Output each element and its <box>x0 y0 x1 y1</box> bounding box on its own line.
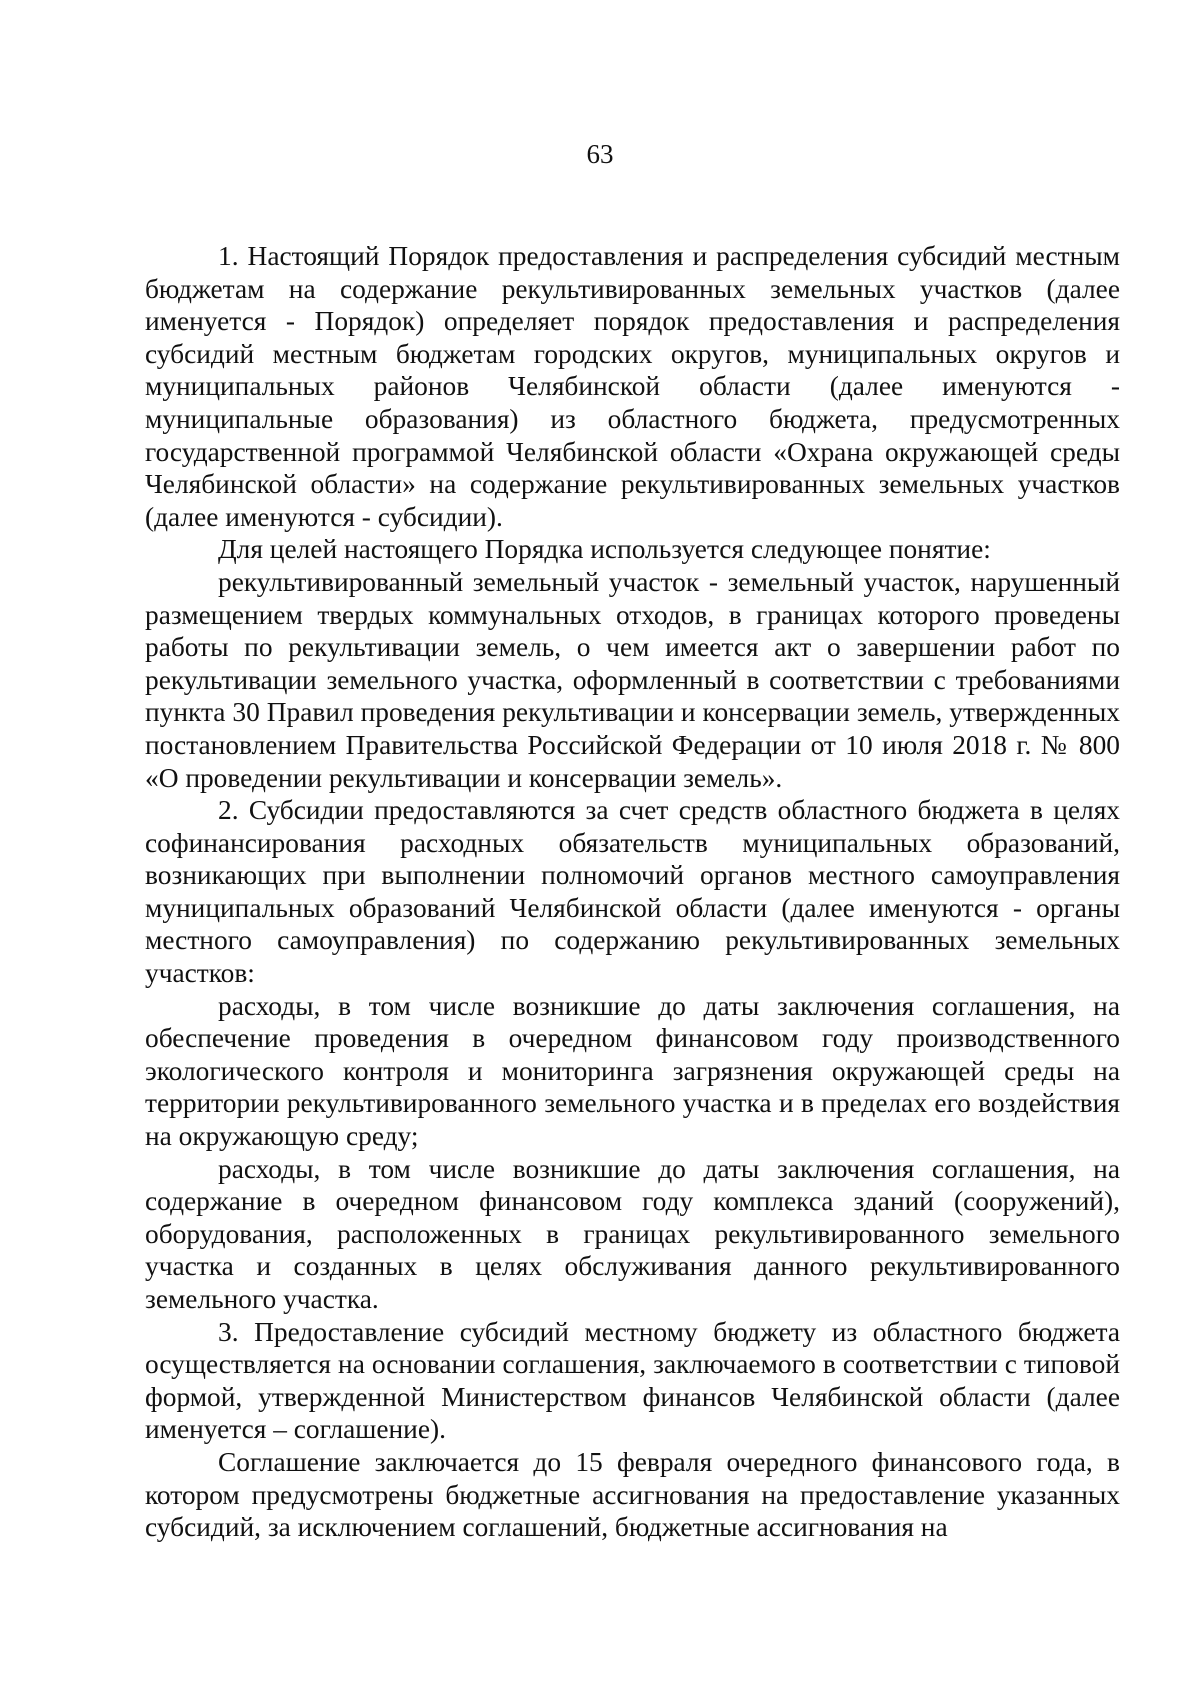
document-body <box>145 240 1120 1544</box>
paragraph-5: расходы, в том числе возникшие до даты заключения соглашения, на обеспечение проведения в очередном финансовом году производственного экологического контроля и мониторинга загрязнения окружающей среды на территории рекультивированного земельного участка и в пределах его воздействия на окружающую среду; <box>145 990 1120 1152</box>
page-number: 63 <box>586 139 614 169</box>
paragraph-7: 3. Предоставление субсидий местному бюджету из областного бюджета осуществляется на основании соглашения, заключаемого в соответствии с типовой формой, утвержденной Министерством финансов Челябинской области (далее именуется – соглашение). <box>145 1316 1120 1445</box>
paragraph-4: 2. Субсидии предоставляются за счет средств областного бюджета в целях софинансирования расходных обязательств муниципальных образований, возникающих при выполнении полномочий органов местного самоуправления муниципальных образований Челябинской области (далее именуются - органы местного самоуправления) по содержанию рекультивированных земельных участков: <box>145 795 1120 989</box>
paragraph-8: Соглашение заключается до 15 февраля очередного финансового года, в котором предусмотрены бюджетные ассигнования на предоставление указанных субсидий, за исключением соглашений, бюджетные ассигнования на <box>145 1446 1120 1543</box>
paragraph-6: расходы, в том числе возникшие до даты заключения соглашения, на содержание в очередном финансовом году комплекса зданий (сооружений), оборудования, расположенных в границах рекультивированного земельного участка и созданных в целях обслуживания данного рекультивированного земельного участка. <box>145 1153 1120 1314</box>
paragraph-1: 1. Настоящий Порядок предоставления и распределения субсидий местным бюджетам на содержание рекультивированных земельных участков (далее именуется - Порядок) определяет порядок предоставления и распределения субсидий местным бюджетам городских округов, муниципальных округов и муниципальных районов Челябинской области (далее именуются - муниципальные образования) из областного бюджета, предусмотренных государственной программой Челябинской области «Охрана окружающей среды Челябинской области» на содержание рекультивированных земельных участков (далее именуются - субсидии). <box>145 241 1120 532</box>
paragraph-2: Для целей настоящего Порядка используется следующее понятие: <box>218 534 991 565</box>
paragraph-3: рекультивированный земельный участок - земельный участок, нарушенный размещением твердых коммунальных отходов, в границах которого проведены работы по рекультивации земель, о чем имеется акт о завершении работ по рекультивации земельного участка, оформленный в соответствии с требованиями пункта 30 Правил проведения рекультивации и консервации земель, утвержденных постановлением Правительства Российской Федерации от 10 июля 2018 г. № 800 «О проведении рекультивации и консервации земель». <box>145 566 1120 793</box>
